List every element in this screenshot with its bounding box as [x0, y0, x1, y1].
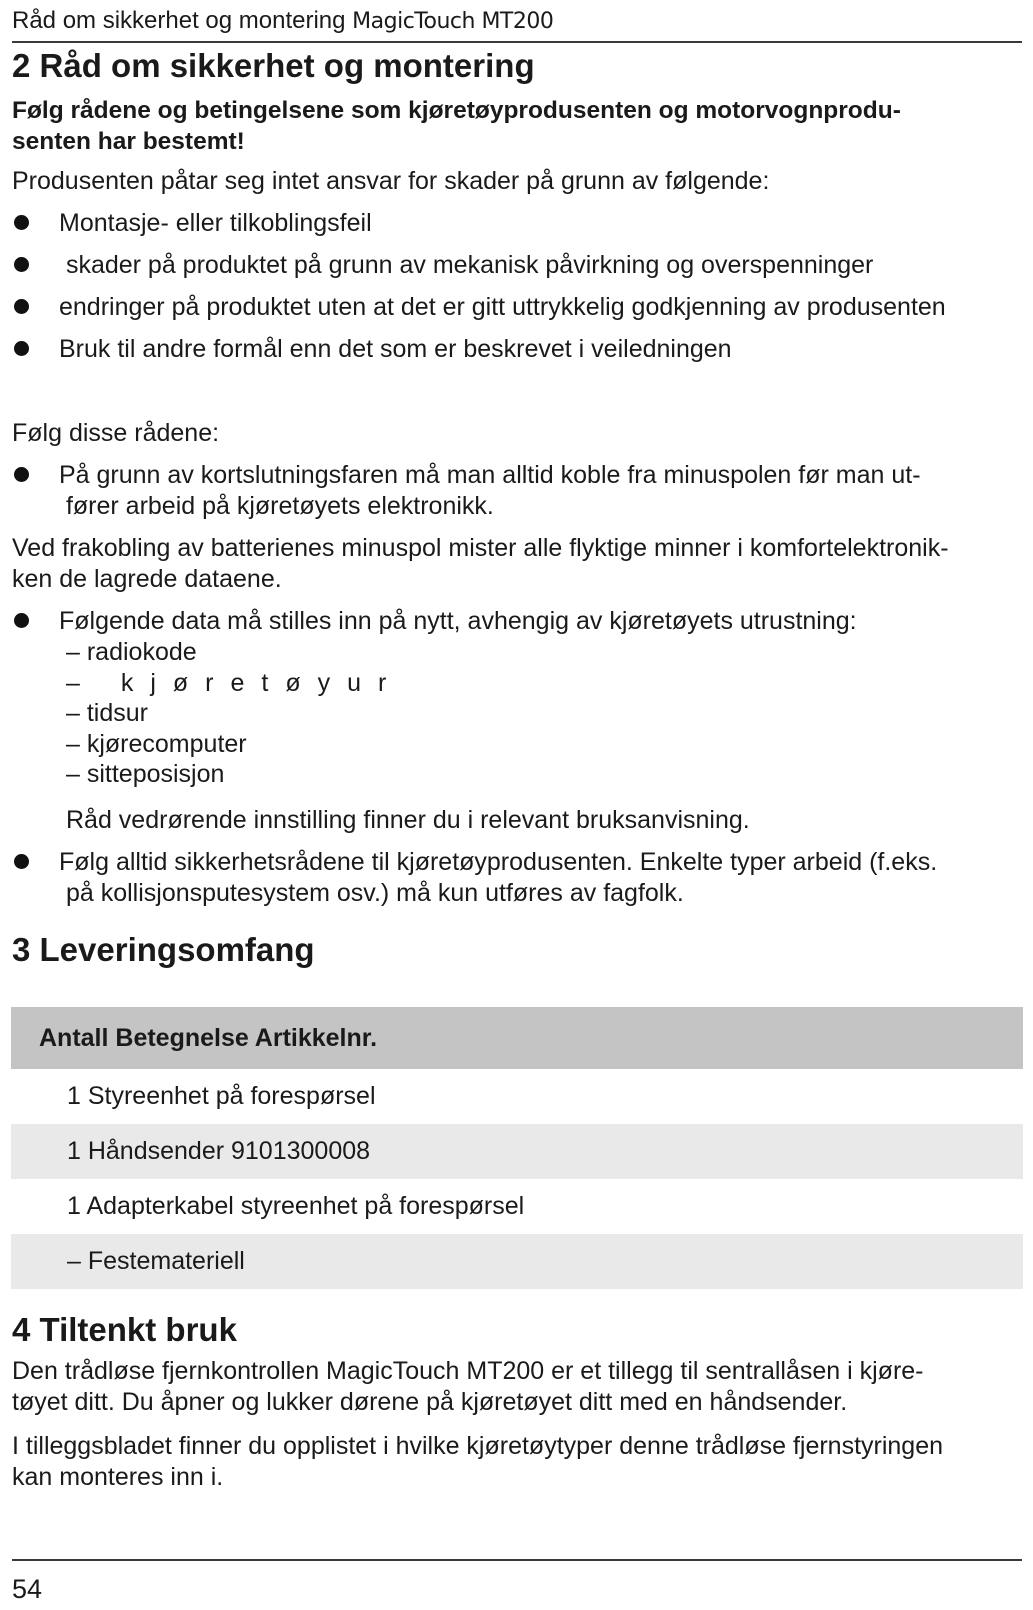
section-4-heading: 4 Tiltenkt bruk — [12, 1311, 237, 1348]
delivery-table — [11, 1007, 1023, 1289]
intended-use-p2-line-1: I tilleggsbladet finner du opplistet i hvilke kjøretøytyper denne trådløse fjernstyringen — [12, 1432, 944, 1460]
reset-sub-item: – radiokode — [66, 638, 197, 666]
bullet-icon — [14, 215, 29, 230]
table-row: 1 Håndsender 9101300008 — [11, 1124, 1023, 1179]
list-item-text: skader på produktet på grunn av mekanisk påvirkning og overspenninger — [59, 251, 874, 279]
page-number: 54 — [12, 1574, 43, 1604]
liability-text: Produsenten påtar seg intet ansvar for skader på grunn av følgende: — [12, 167, 770, 195]
safety-line-2: på kollisjonsputesystem osv.) må kun utføres av fagfolk. — [59, 879, 684, 907]
running-header-title: Råd om sikkerhet og montering — [12, 7, 346, 34]
bullet-icon — [14, 341, 29, 356]
intended-use-line-1: Den trådløse fjernkontrollen MagicTouch MT200 er et tillegg til sentrallåsen i kjøre- — [12, 1357, 924, 1385]
battery-line-2: ken de lagrede dataene. — [12, 565, 282, 593]
bullet-icon — [14, 613, 29, 628]
bullet-icon — [14, 467, 29, 482]
running-header-product: MagicTouch MT200 — [352, 9, 554, 34]
bullet-icon — [14, 854, 29, 869]
running-header — [12, 7, 553, 36]
section-3-heading: 3 Leveringsomfang — [12, 931, 315, 968]
advice-item-line-2: fører arbeid på kjøretøyets elektronikk. — [59, 492, 494, 520]
advice-item-line-1: På grunn av kortslutningsfaren må man alltid koble fra minuspolen før man ut- — [59, 461, 921, 489]
bullet-icon — [14, 299, 29, 314]
intro-bold-line-1: Følg rådene og betingelsene som kjøretøyprodusenten og motorvognprodu- — [12, 97, 901, 124]
header-rule — [12, 41, 1022, 43]
reset-note: Råd vedrørende innstilling finner du i relevant bruksanvisning. — [66, 806, 750, 834]
bullet-icon — [14, 257, 29, 272]
list-item-text: Bruk til andre formål enn det som er beskrevet i veiledningen — [59, 335, 732, 363]
reset-sub-item: – kjøretøyur — [66, 669, 404, 697]
list-item-text: Montasje- eller tilkoblingsfeil — [59, 209, 372, 237]
footer-rule — [12, 1559, 1022, 1561]
battery-line-1: Ved frakobling av batterienes minuspol mister alle flyktige minner i komfortelektronik- — [12, 534, 949, 562]
intended-use-p2-line-2: kan monteres inn i. — [12, 1463, 224, 1491]
table-header: Antall Betegnelse Artikkelnr. — [11, 1007, 1023, 1069]
advice-label: Følg disse rådene: — [12, 419, 220, 447]
section-2-heading: 2 Råd om sikkerhet og montering — [12, 47, 535, 84]
reset-sub-item: – tidsur — [66, 699, 148, 727]
intro-bold-line-2: senten har bestemt! — [12, 128, 245, 155]
safety-line-1: Følg alltid sikkerhetsrådene til kjøretøyprodusenten. Enkelte typer arbeid (f.eks. — [59, 848, 938, 876]
intended-use-line-2: tøyet ditt. Du åpner og lukker dørene på kjøretøyet ditt med en håndsender. — [12, 1388, 848, 1416]
reset-intro: Følgende data må stilles inn på nytt, avhengig av kjøretøyets utrustning: — [59, 607, 857, 635]
table-row: 1 Adapterkabel styreenhet på forespørsel — [67, 1192, 525, 1220]
list-item-text: endringer på produktet uten at det er gitt uttrykkelig godkjenning av produsenten — [59, 293, 946, 321]
reset-sub-item: – sitteposisjon — [66, 760, 225, 788]
table-row: 1 Styreenhet på forespørsel — [67, 1082, 376, 1110]
reset-sub-item: – kjørecomputer — [66, 730, 247, 758]
table-row: – Festemateriell — [11, 1234, 1023, 1289]
